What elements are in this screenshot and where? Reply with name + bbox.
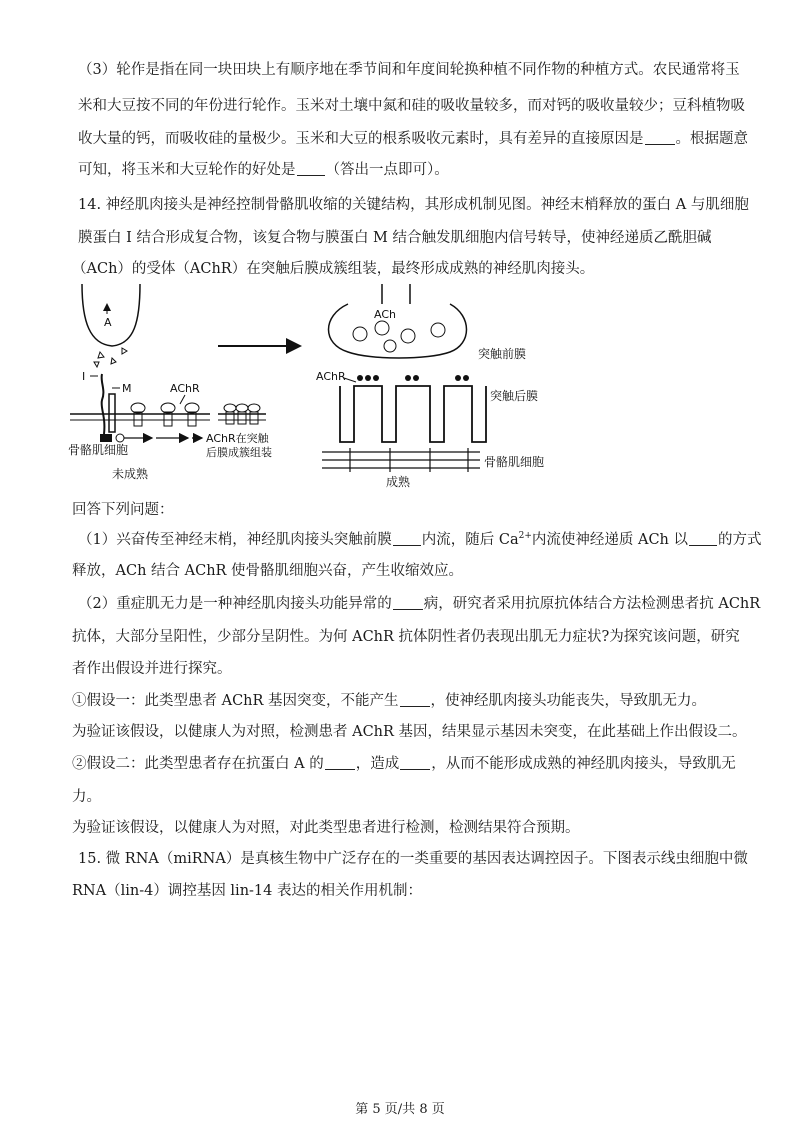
ca-charge-superscript: 2+ <box>518 531 532 541</box>
hypothesis-1-text-b: ，使神经肌肉接头功能丧失，导致肌无力。 <box>430 693 707 709</box>
label-mature: 成熟 <box>386 475 411 489</box>
q14-line-2: 膜蛋白 I 结合形成复合物，该复合物与膜蛋白 M 结合触发肌细胞内信号转导，使神经递质乙酰胆碱 <box>78 230 712 246</box>
q14-part-2-text-b: 病，研究者采用抗原抗体结合方法检测患者抗 AChR <box>423 596 761 612</box>
q13-3-line-2: 米和大豆按不同的年份进行轮作。玉米对土壤中氮和硅的吸收量较多，而对钙的吸收量较少；豆科植物吸 <box>78 98 745 114</box>
label-skeletal-muscle-left: 骨骼肌细胞 <box>68 443 129 457</box>
label-protein-a: A <box>104 316 112 329</box>
ach-vesicle <box>353 327 367 341</box>
q14-part-2-line-3: 者作出假设并进行探究。 <box>72 661 232 677</box>
protein-m <box>109 394 115 432</box>
answer-blank[interactable] <box>393 595 423 610</box>
q14-part-1-line-1 <box>78 530 762 550</box>
label-protein-m: M <box>122 382 132 395</box>
protein-a-triangle <box>94 362 99 367</box>
hypothesis-2-text-c: ，从而不能形成成熟的神经肌肉接头，导致肌无 <box>431 756 736 772</box>
muscle-fibers <box>322 448 480 472</box>
label-ach: ACh <box>374 308 396 321</box>
achr-cluster-mature <box>357 375 469 381</box>
q14-line-1: 14. 神经肌肉接头是神经控制骨骼肌收缩的关键结构，其形成机制见图。神经末梢释放的蛋白 A 与肌细胞 <box>78 197 749 213</box>
q13-3-line-3-tail: 。根据题意 <box>675 131 748 147</box>
hypothesis-1 <box>72 691 706 711</box>
q14-line-3: （ACh）的受体（AChR）在突触后膜成簇组装，最终形成成熟的神经肌肉接头。 <box>72 261 595 277</box>
q14-part-1-text-b: 内流，随后 Ca <box>421 532 519 548</box>
q15-line-1: 15. 微 RNA（miRNA）是真核生物中广泛存在的一类重要的基因表达调控因子。下图表示线虫细胞中微 <box>78 851 748 867</box>
answer-blank[interactable] <box>393 531 421 546</box>
label-achr-right: AChR <box>316 370 346 383</box>
hypothesis-2-line-2: 力。 <box>72 789 101 805</box>
q14-part-1-text-a: （1）兴奋传至神经末梢，神经肌肉接头突触前膜 <box>78 532 392 548</box>
label-cluster-assembly-1: AChR在突触 <box>206 432 269 445</box>
q14-part-1-text-c: 内流使神经递质 ACh 以 <box>531 532 688 548</box>
answer-blank[interactable] <box>645 130 675 145</box>
q14-part-1-text-d: 的方式 <box>718 532 762 548</box>
hypothesis-1-verification: 为验证该假设，以健康人为对照，检测患者 AChR 基因，结果显示基因未突变，在此基础上作出假设二。 <box>72 724 747 740</box>
mature-junction-diagram <box>316 284 544 489</box>
protein-a-triangle <box>98 352 104 358</box>
q14-part-1-line-2: 释放，ACh 结合 AChR 使骨骼肌细胞兴奋，产生收缩效应。 <box>72 563 464 579</box>
postsynaptic-folds <box>340 386 486 442</box>
label-immature: 未成熟 <box>112 467 149 481</box>
ach-vesicle <box>431 323 445 337</box>
answer-prompt: 回答下列问题： <box>72 502 174 518</box>
q13-3-line-4-text: 可知，将玉米和大豆轮作的好处是 <box>78 162 296 178</box>
answer-blank[interactable] <box>297 161 325 176</box>
page-footer: 第 5 页/共 8 页 <box>355 1102 445 1117</box>
answer-blank[interactable] <box>325 755 355 770</box>
q13-3-line-3-text: 收大量的钙，而吸收硅的量极少。玉米和大豆的根系吸收元素时，具有差异的直接原因是 <box>78 131 644 147</box>
label-cluster-assembly-2: 后膜成簇组装 <box>206 446 272 459</box>
ach-vesicle <box>375 321 389 335</box>
protein-a-triangle <box>111 358 116 364</box>
hypothesis-2-text-a: ②假设二：此类型患者存在抗蛋白 A 的 <box>72 756 324 772</box>
q13-3-line-1: （3）轮作是指在同一块田块上有顺序地在季节间和年度间轮换种植不同作物的种植方式。农民通常将玉 <box>78 62 740 78</box>
answer-blank[interactable] <box>400 692 430 707</box>
q13-3-line-3 <box>78 129 748 149</box>
ach-vesicle <box>401 329 415 343</box>
label-protein-i: I <box>82 370 86 383</box>
nmj-formation-figure <box>60 282 545 492</box>
protein-i <box>102 374 105 434</box>
hypothesis-2-verification: 为验证该假设，以健康人为对照，对此类型患者进行检测，检测结果符合预期。 <box>72 820 580 836</box>
hypothesis-2-text-b: ，造成 <box>355 756 400 772</box>
label-skeletal-muscle-right: 骨骼肌细胞 <box>484 455 545 469</box>
signal-block <box>100 434 112 442</box>
q14-part-2-line-2: 抗体，大部分呈阳性，少部分呈阴性。为何 AChR 抗体阴性者仍表现出肌无力症状?为探究该问题，研究 <box>72 629 740 645</box>
q14-part-2-line-1 <box>78 594 760 614</box>
hypothesis-2 <box>72 754 736 774</box>
ach-vesicle <box>384 340 396 352</box>
q14-part-2-text-a: （2）重症肌无力是一种神经肌肉接头功能异常的 <box>78 596 392 612</box>
nerve-terminal-outline <box>82 284 140 346</box>
q13-3-line-4 <box>78 160 449 180</box>
hypothesis-1-text-a: ①假设一：此类型患者 AChR 基因突变，不能产生 <box>72 693 399 709</box>
q15-line-2: RNA（lin-4）调控基因 lin-14 表达的相关作用机制： <box>72 883 422 899</box>
label-postsynaptic-membrane: 突触后膜 <box>490 389 539 403</box>
answer-blank[interactable] <box>400 755 430 770</box>
presynaptic-terminal <box>329 304 467 358</box>
label-achr-left: AChR <box>170 382 200 395</box>
immature-junction-diagram <box>68 284 272 481</box>
protein-a-triangle <box>122 348 127 354</box>
label-presynaptic-membrane: 突触前膜 <box>478 347 527 361</box>
achr-cluster <box>218 404 266 424</box>
q13-3-line-4-tail: （答出一点即可）。 <box>325 162 449 178</box>
answer-blank[interactable] <box>689 531 717 546</box>
